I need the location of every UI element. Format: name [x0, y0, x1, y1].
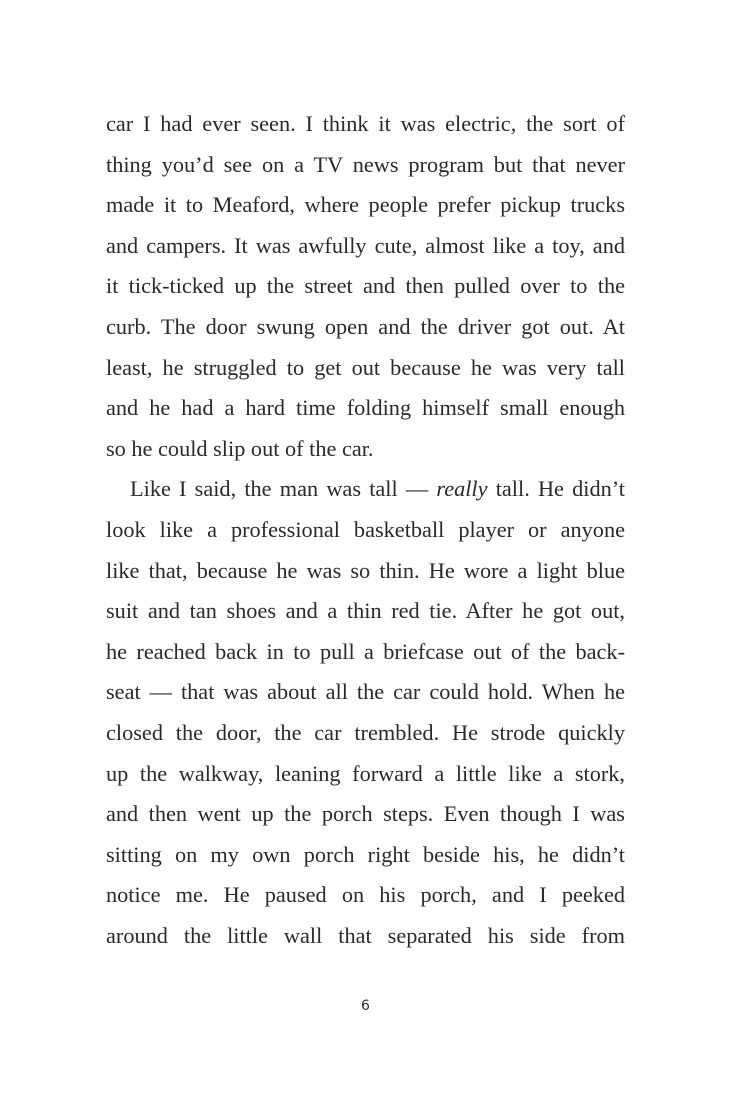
text-line: [106, 632, 625, 673]
text-line: [106, 226, 625, 267]
text-run: so he could slip out of the car.: [106, 435, 374, 461]
text-line: [106, 591, 625, 632]
text-run: Like I said, the man was tall —: [130, 476, 437, 502]
text-run: up the walkway, leaning forward a little like a stork,: [106, 760, 625, 786]
text-line: [106, 185, 625, 226]
text-line: [106, 266, 625, 307]
text-line: [106, 388, 625, 429]
text-run: he reached back in to pull a briefcase out of the back-: [106, 638, 625, 664]
text-run: around the little wall that separated his side from: [106, 922, 625, 948]
emphasized-text: really: [436, 476, 488, 502]
text-line: [106, 916, 625, 957]
paragraph: [106, 104, 625, 469]
text-line: [106, 510, 625, 551]
text-run: sitting on my own porch right beside his, he didn’t: [106, 841, 625, 867]
text-line: [106, 469, 625, 510]
text-run: least, he struggled to get out because he was very tall: [106, 354, 625, 380]
text-line: [106, 713, 625, 754]
text-run: curb. The door swung open and the driver got out. At: [106, 313, 625, 339]
text-run: tall. He didn’t: [487, 476, 625, 502]
text-run: it tick-ticked up the street and then pulled over to the: [106, 273, 625, 299]
text-run: thing you’d see on a TV news program but that never: [106, 151, 625, 177]
text-line: [106, 145, 625, 186]
text-line: [106, 429, 625, 470]
text-run: and campers. It was awfully cute, almost like a toy, and: [106, 232, 625, 258]
text-run: car I had ever seen. I think it was electric, the sort of: [106, 111, 625, 136]
text-run: notice me. He paused on his porch, and I peeked: [106, 882, 625, 908]
text-line: [106, 104, 625, 145]
paragraph: [106, 469, 625, 956]
text-run: look like a professional basketball player or anyone: [106, 516, 625, 542]
page-number: 6: [361, 998, 370, 1014]
text-run: like that, because he was so thin. He wore a light blue: [106, 557, 625, 583]
text-line: [106, 875, 625, 916]
text-run: and then went up the porch steps. Even though I was: [106, 801, 625, 827]
text-run: suit and tan shoes and a thin red tie. After he got out,: [106, 598, 625, 624]
text-run: closed the door, the car trembled. He strode quickly: [106, 719, 625, 745]
text-run: and he had a hard time folding himself small enough: [106, 395, 625, 421]
text-line: [106, 754, 625, 795]
text-line: [106, 672, 625, 713]
text-line: [106, 348, 625, 389]
text-run: made it to Meaford, where people prefer pickup trucks: [106, 192, 625, 218]
text-line: [106, 551, 625, 592]
body-text: [106, 104, 625, 956]
text-run: seat — that was about all the car could hold. When he: [106, 679, 625, 705]
text-line: [106, 794, 625, 835]
text-line: [106, 835, 625, 876]
text-line: [106, 307, 625, 348]
